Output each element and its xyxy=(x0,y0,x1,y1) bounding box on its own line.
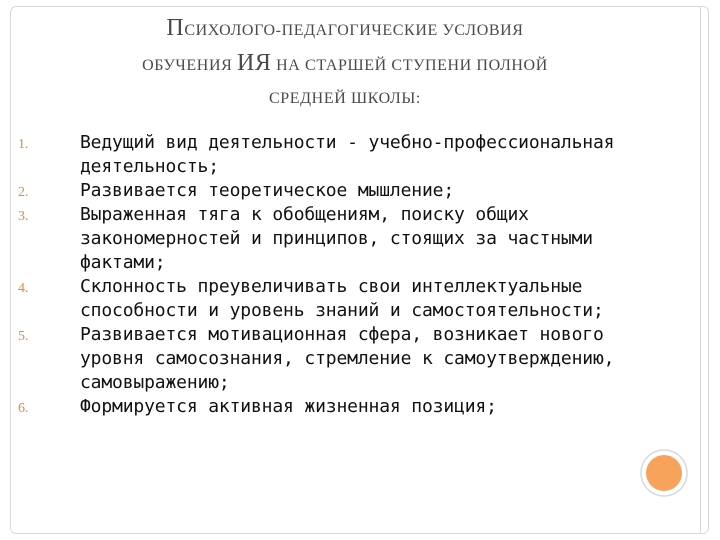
list-item xyxy=(18,275,628,323)
title-line-1-text: СИХОЛОГО-ПЕДАГОГИЧЕСКИЕ УСЛОВИЯ xyxy=(184,22,524,39)
item-text: Склонность преувеличивать свои интеллектуальные способности и уровень знаний и самостоятельности; xyxy=(80,276,604,321)
title-line-2-post: НА СТАРШЕЙ СТУПЕНИ ПОЛНОЙ xyxy=(271,57,548,74)
list-item xyxy=(18,395,628,419)
title-line-3: СРЕДНЕЙ ШКОЛЫ: xyxy=(269,90,421,107)
item-number: 6. xyxy=(18,401,29,416)
title-line-2 xyxy=(40,47,650,82)
list-item xyxy=(18,179,628,203)
list-item xyxy=(18,323,628,395)
slide-title xyxy=(40,12,650,115)
title-initial: П xyxy=(166,15,185,41)
item-text: Развивается теоретическое мышление; xyxy=(80,180,455,201)
title-line-1 xyxy=(40,12,650,47)
title-line-2-pre: ОБУЧЕНИЯ xyxy=(142,57,237,74)
circle-fill xyxy=(646,455,682,491)
item-text: Формируется активная жизненная позиция; xyxy=(80,396,497,417)
item-number: 4. xyxy=(18,281,29,296)
conditions-list xyxy=(18,131,628,419)
title-abbrev: ИЯ xyxy=(237,50,272,76)
item-text: Ведущий вид деятельности - учебно-профессиональная деятельность; xyxy=(80,132,615,177)
item-number: 2. xyxy=(18,185,29,200)
item-number: 3. xyxy=(18,209,29,224)
decorative-circle-icon xyxy=(639,448,689,498)
item-number: 5. xyxy=(18,329,29,344)
item-text: Выраженная тяга к обобщениям, поиску общих закономерностей и принципов, стоящих за частными фактами; xyxy=(80,204,593,273)
list-item xyxy=(18,131,628,179)
item-text: Развивается мотивационная сфера, возникает нового уровня самосознания, стремление к самоутверждению, самовыражению; xyxy=(80,324,615,393)
slide-frame-side xyxy=(700,6,709,534)
list-item xyxy=(18,203,628,275)
item-number: 1. xyxy=(18,137,29,152)
